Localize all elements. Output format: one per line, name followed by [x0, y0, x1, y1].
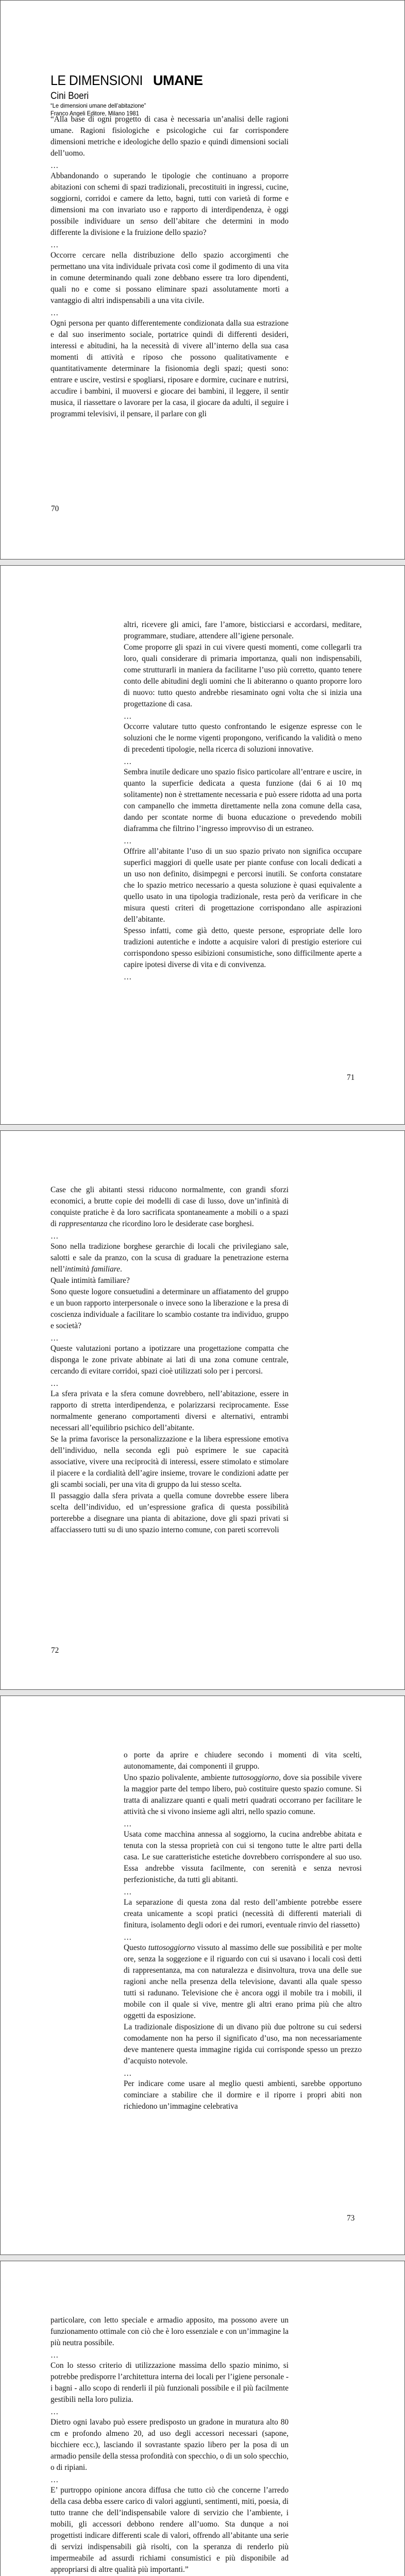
paragraph-text: Questo: [124, 1943, 148, 1952]
paragraph-text: Sembra inutile dedicare uno spazio fisico particolare all’entrare e uscire, in quanto la superficie dedicata a questa funzione (dai 6 ai 10 mq solitamente) non è strettamente necessaria e può essere ridotta ad una porta con campanello che immetta direttamente nella zona comune della casa, dando per scontate norme di buona educazione o prevedendo mobili diaframma che filtrino l’ingresso improvviso di un estraneo.: [124, 768, 362, 833]
paragraph-text: Occorre valutare tutto questo confrontando le esigenze espresse con le soluzioni che le norme vigenti propongono, verificando la validità o meno di precedenti tipologie, nella ricerca di soluzioni innovative.: [124, 722, 362, 754]
page-number: 70: [51, 504, 59, 513]
paragraph: [124, 925, 362, 971]
author-name: Cini Boeri: [50, 91, 89, 101]
page-number: 72: [51, 1646, 59, 1655]
document-page-73: [0, 1696, 405, 2255]
emphasized-text: tuttosoggiorno: [148, 1943, 195, 1952]
paragraph: [50, 318, 289, 420]
ellipsis-text: …: [50, 2408, 59, 2416]
ellipsis-text: …: [124, 1933, 132, 1942]
paragraph-text: Offrire all’abitante l’uso di un suo spazio privato non significa occupare superfici maggiori di quelle usate per piante confuse con locali dedicati a un uso non definito, disimpegni e percorsi inutili. Se conforta constatare che lo spazio metrico necessario a questa soluzione è quasi equivalente a quello usato in una tipologia tradizionale, resta però da verificare in che misura questi criteri di progettazione corrispondano alle aspirazioni dell’abitante.: [124, 847, 362, 924]
ellipsis-separator: [50, 309, 289, 318]
document-page-70: [0, 0, 405, 560]
ellipsis-separator: [50, 2351, 289, 2360]
paragraph-text: Queste valutazioni portano a ipotizzare una progettazione compatta che disponga le zone private abbinate ai lati di una zona comune centrale, cercando di evitare corridoi, spazi cioè utilizzati solo per i percorsi.: [50, 1344, 289, 1376]
paragraph: [124, 2022, 362, 2067]
paragraph-text: Con lo stesso criterio di utilizzazione massima dello spazio minimo, si potrebbe predisporre l’architettura interna dei locali per l’igiene personale - i bagni - allo scopo di renderli il più funzionali possibile e il più facilmente gestibili nella loro pulizia.: [50, 2361, 289, 2404]
paragraph-text: Come proporre gli spazi in cui vivere questi momenti, come collegarli tra loro, quali considerare di primaria importanza, quali non indispensabili, come strutturarli in maniera da facilitarne l’uso più corretto, quanto tenere conto delle abitudini degli uomini che li abiteranno o quanto proporre loro di nuovo: tutto questo andrebbe riesaminato ogni volta che si inizia una progettazione di casa.: [124, 643, 362, 708]
paragraph: [50, 2315, 289, 2349]
ellipsis-text: …: [50, 309, 59, 317]
paragraph: [124, 2078, 362, 2112]
ellipsis-separator: [50, 1334, 289, 1343]
paragraph-text: altri, ricevere gli amici, fare l’amore, bisticciarsi e accordarsi, meditare, programmare, studiare, attendere all’igiene personale.: [124, 620, 362, 640]
paragraph: [124, 1897, 362, 1931]
paragraph-text: Usata come macchina annessa al soggiorno, la cucina andrebbe abitata e tenuta con la stessa proprietà con cui si tengono tutte le altre parti della casa. Le sue caratteristiche estetiche dovrebbero corrispondere al suo uso. Essa andrebbe vissuta facilmente, con serenità e senza nevrosi perfezionistiche, da tutti gli abitanti.: [124, 1830, 362, 1884]
ellipsis-separator: [124, 2069, 362, 2078]
ellipsis-separator: [50, 1232, 289, 1241]
emphasized-text: tuttosoggiorno,: [232, 1773, 281, 1782]
ellipsis-text: …: [124, 2069, 132, 2078]
document-page-71: [0, 565, 405, 1125]
paragraph: [124, 1829, 362, 1886]
page-number: 71: [347, 1073, 355, 1082]
ellipsis-text: …: [124, 837, 132, 845]
paragraph-text: Ogni persona per quanto differentemente condizionata dalla sua estrazione e dal suo inserimento sociale, portatrice quindi di differenti desideri, interessi e abitudini, ha la necessità di vivere all’interno della sua casa momenti di attività e riposo che possono qualitativamente e quantitativamente determinare la fisionomia degli spazi; questi sono: entrare e uscire, vestirsi e spogliarsi, riposare e dormire, cucinare e nutrirsi, accudire i bambini, il muoversi e giocare dei bambini, il leggere, il sentir musica, il riassettare o lavorare per la casa, il giocare da adulti, il seguire i programmi televisivi, il pensare, il parlare con gli: [50, 319, 289, 418]
paragraph: [124, 721, 362, 755]
paragraph: [50, 1286, 289, 1332]
text-column: [50, 114, 289, 420]
ellipsis-separator: [124, 837, 362, 846]
ellipsis-text: …: [124, 973, 132, 981]
paragraph: [50, 1343, 289, 1377]
paragraph: [124, 846, 362, 925]
emphasized-text: intimità familiare: [65, 1265, 120, 1274]
text-column: [124, 619, 362, 982]
paragraph-text: E’ purtroppo opinione ancora diffusa che tutto ciò che concerne l’arredo della casa debba essere carico di valori aggiunti, sentimenti, miti, poesia, di tutto tranne che dell’indispensabile valore di servizio che l’ambiente, i mobili, gli accessori debbono rendere all’uomo. Sta dunque a noi progettisti indicare differenti scale di valori, offrendo all’abitante una serie di servizi indispensabili già risolti, con la speranza di renderlo più impermeabile ad assurdi richiami consumistici e più disponibile ad appropriarsi di altre qualità più importanti.”: [50, 2486, 289, 2574]
ellipsis-separator: [124, 1933, 362, 1942]
paragraph: [50, 2485, 289, 2575]
source-title: “Le dimensioni umane dell’abitazione”: [50, 102, 146, 109]
paragraph: [124, 1772, 362, 1818]
ellipsis-separator: [50, 2408, 289, 2417]
paragraph-text-continued: che ricordino loro le desiderate case borghesi.: [107, 1219, 254, 1228]
ellipsis-text: …: [50, 2351, 59, 2360]
paragraph-text: particolare, con letto speciale e armadio apposito, ma possono avere un funzionamento ottimale con ciò che è loro essenziale e con un’immagine la più neutra possibile.: [50, 2316, 289, 2347]
paragraph-text: La separazione di questa zona dal resto dell’ambiente potrebbe essere creata unicamente a scopi pratici (necessità di differenti materiali di finitura, isolamento degli odori e dei rumori, eventuale rinvio del riassetto): [124, 1898, 362, 1929]
paragraph-text-continued: dell’abitare che determini in modo differente la divisione e la fruizione dello spazio?: [50, 217, 289, 237]
ellipsis-text: …: [50, 1232, 59, 1241]
ellipsis-text: …: [124, 712, 132, 721]
emphasized-text: senso: [140, 217, 158, 226]
paragraph-text-continued: dove sia possibile vivere la maggior parte del tempo libero, può costituire questo spazio comune. Si tratta di analizzare quanti e quali metri quadrati occorrano per facilitare le attività che si vivono insieme agli altri, nello spazio comune.: [124, 1773, 362, 1816]
paragraph-text: Sono queste logore consuetudini a determinare un affiatamento del gruppo e un buon rapporto interpersonale o invece sono la liberazione e la presa di coscienza individuale a facilitare lo scambio costante tra individuo, gruppo e società?: [50, 1287, 289, 1330]
paragraph: [124, 642, 362, 710]
paragraph: [50, 1434, 289, 1490]
paragraph: [50, 114, 289, 159]
ellipsis-separator: [50, 1379, 289, 1388]
paragraph-text: “Alla base di ogni progetto di casa è necessaria un’analisi delle ragioni umane. Ragioni fisiologiche e psicologiche cui far corrispondere dimensioni metriche e ideologiche dello spazio e quindi dimensioni sociali dell’uomo.: [50, 115, 289, 158]
paragraph-text: Spesso infatti, come già detto, queste persone, espropriate delle loro tradizioni autentiche e indotte a acquisire valori di prestigio esteriore cui corrispondono spesso esibizioni consumistiche, sono difficilmente aperte a capire ipotesi diverse di vita e di convivenza.: [124, 926, 362, 969]
paragraph: [50, 1275, 289, 1286]
paragraph-text: Per indicare come usare al meglio questi ambienti, sarebbe opportuno cominciare a stabilire che il dormire e il riporre i propri abiti non richiedono un’immagine celebrativa: [124, 2079, 362, 2111]
document-title: [50, 73, 203, 89]
paragraph: [50, 1184, 289, 1230]
document-page-72: [0, 1130, 405, 1690]
paragraph-text: Case che gli abitanti stessi riducono normalmente, con grandi sforzi economici, a brutte copie dei modelli di case di lusso, dove un’infinità di conquiste pratiche è da loro sacrificata spontaneamente a mobili o a spazi di: [50, 1185, 289, 1228]
publisher-info: Franco Angeli Editore, Milano 1981: [50, 110, 139, 117]
paragraph: [50, 1490, 289, 1536]
emphasized-text: rappresentanza: [58, 1219, 108, 1228]
ellipsis-separator: [50, 161, 289, 171]
paragraph-text: La tradizionale disposizione di un divano più due poltrone su cui sedersi comodamente non ha perso il significato d’uso, ma non necessariamente deve mantenere questa immagine rigida cui corrisponde spesso un prezzo d’acquisto notevole.: [124, 2023, 362, 2065]
title-bold: UMANE: [153, 73, 203, 88]
document-page-74: [0, 2261, 405, 2576]
paragraph: [50, 171, 289, 239]
ellipsis-separator: [124, 1888, 362, 1897]
paragraph-text: Abbandonando o superando le tipologie che continuano a proporre abitazioni con schemi di spazi tradizionali, precostituiti in ingressi, cucine, soggiorni, corridoi e camere da letto, bagni, tutti con varietà di forme e dimensioni ma con invariato uso e rapporto di interdipendenza, è oggi possibile individuare un: [50, 172, 289, 226]
paragraph-text: o porte da aprire e chiudere secondo i momenti di vita scelti, autonomamente, dai componenti il gruppo.: [124, 1751, 362, 1771]
paragraph-text-continued: vissuto al massimo delle sue possibilità e per molte ore, senza la soggezione e il riguardo con cui si usavano i locali così detti di rappresentanza, ma con naturalezza e disinvoltura, trova una delle sue ragioni anche nella presenza della televisione, davanti alla quale spesso tutti si radunano. Televisione che è ancora oggi il mobile tra i mobili, il mobile con il quale si vive, mentre gli altri erano prima più che altro oggetti da esposizione.: [124, 1943, 362, 2020]
ellipsis-text: …: [50, 241, 59, 249]
document-header: [50, 73, 203, 117]
paragraph-text-continued: .: [120, 1265, 122, 1274]
paragraph: [50, 2417, 289, 2473]
ellipsis-separator: [124, 757, 362, 767]
paragraph: [50, 250, 289, 307]
paragraph-text: Il passaggio dalla sfera privata a quella comune dovrebbe essere libera scelta dell’individuo, ed un’espressione grafica di questa possibilità porterebbe a disegnare una pianta di abitazione, dove gli spazi privati si affacciassero tutti su di uno spazio interno comune, con pareti scorrevoli: [50, 1492, 289, 1534]
paragraph-text: Se la prima favorisce la personalizzazione e la libera espressione emotiva dell’individuo, nella seconda egli può esprimere le sue capacità associative, vivere una reciprocità di interessi, essere stimolato e stimolare il piacere e la cordialità dell’agire insieme, trovare le condizioni adatte per gli scambi sociali, per una vita di gruppo da lui stesso scelta.: [50, 1435, 289, 1489]
ellipsis-separator: [50, 241, 289, 250]
text-column: [50, 2315, 289, 2575]
text-column: [124, 1750, 362, 2112]
ellipsis-text: …: [124, 757, 132, 766]
paragraph: [50, 1388, 289, 1434]
text-column: [50, 1184, 289, 1536]
ellipsis-text: …: [124, 1888, 132, 1896]
paragraph: [50, 2360, 289, 2405]
paragraph-text: Occorre cercare nella distribuzione dello spazio accorgimenti che permettano una vita individuale privata così come il godimento di una vita in comune determinando quali zone debbano essere tra loro dipendenti, quali no e come si possano eliminare spazi assolutamente morti a vantaggio di altri indispensabili a una vita civile.: [50, 251, 289, 305]
paragraph-text: Uno spazio polivalente, ambiente: [124, 1773, 232, 1782]
paragraph: [124, 1750, 362, 1772]
paragraph-text: Sono nella tradizione borghese gerarchie di locali che privilegiano sale, salotti e sale da pranzo, con la scusa di graduare la penetrazione esterna nell’: [50, 1242, 289, 1274]
paragraph-text: Dietro ogni lavabo può essere predisposto un gradone in muratura alto 80 cm e profondo almeno 20, ad uso degli accessori necessari (sapone, bicchiere ecc.), lasciando il sovrastante spazio libero per la posa di un armadio pensile della stessa profondità con specchio, o di un solo specchio, o di ripiani.: [50, 2418, 289, 2472]
paragraph-text: La sfera privata e la sfera comune dovrebbero, nell’abitazione, essere in rapporto di stretta interdipendenza, e polarizzarsi reciprocamente. Esse normalmente generano comportamenti diversi e alternativi, entrambi necessari all’equilibrio psichico dell’abitante.: [50, 1389, 289, 1432]
paragraph-text: Quale intimità familiare?: [50, 1276, 130, 1285]
ellipsis-text: …: [124, 1820, 132, 1828]
ellipsis-text: …: [50, 1379, 59, 1388]
paragraph: [124, 1942, 362, 2022]
ellipsis-text: …: [50, 161, 59, 170]
ellipsis-separator: [124, 712, 362, 721]
ellipsis-separator: [50, 2476, 289, 2485]
paragraph: [124, 619, 362, 642]
ellipsis-separator: [124, 1820, 362, 1829]
ellipsis-text: …: [50, 2476, 59, 2484]
ellipsis-separator: [124, 973, 362, 982]
page-number: 73: [347, 2214, 355, 2223]
ellipsis-text: …: [50, 1334, 59, 1343]
paragraph: [124, 767, 362, 835]
paragraph: [50, 1241, 289, 1275]
title-light: LE DIMENSIONI: [50, 73, 143, 88]
